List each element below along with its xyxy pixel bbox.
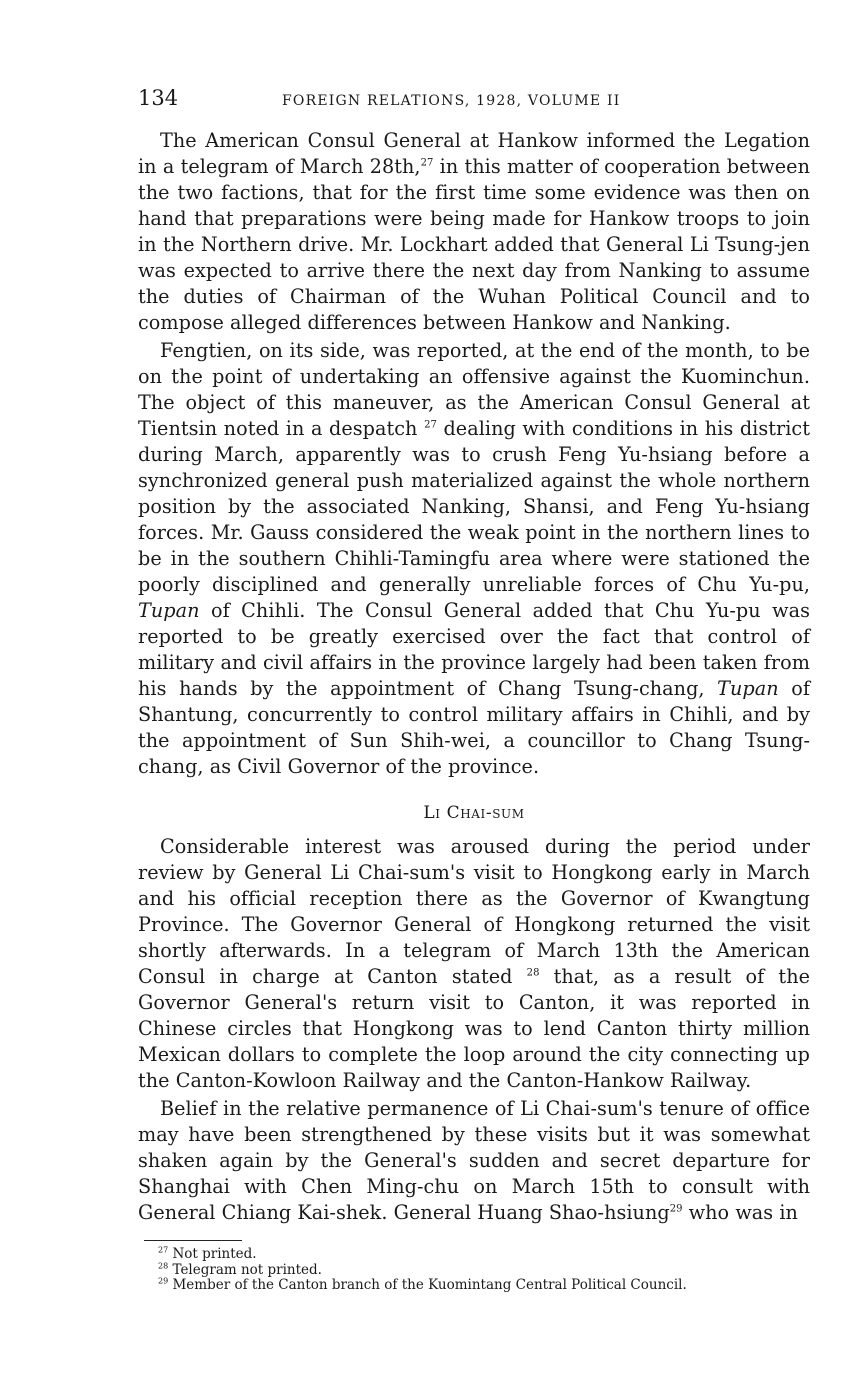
footnote-mark: 29 (158, 1276, 169, 1286)
text-segment: Considerable interest was aroused during the period under review by General Li Chai-sum's visit to Hongkong early in March and his official reception there as the Governor of Kwangtung Province. The Governor General of Hongkong returned the visit shortly afterwards. In a telegram of March 13th the American Consul in charge at Canton stated (138, 835, 810, 988)
footnote (158, 1247, 810, 1263)
footnotes (158, 1247, 810, 1294)
footnote (158, 1263, 810, 1279)
footnote-ref: 29 (669, 1203, 683, 1215)
page-number: 134 (138, 86, 179, 110)
text-segment: Belief in the relative permanence of Li Chai-sum's tenure of office may have been strengthened by these visits but it was somewhat shaken again by the General's sudden and secret departure for Shanghai with Chen Ming-chu on March 15th to consult with General Chiang Kai-shek. General Huang Shao-hsiung (138, 1097, 810, 1224)
footnote-text: Member of the Canton branch of the Kuomintang Central Political Council. (172, 1277, 687, 1293)
text-segment: that, as a result of the Governor General's return visit to Canton, it was reported in Chinese circles that Hongkong was to lend Canton thirty million Mexican dollars to complete the loop around the city connecting up the Canton-Kowloon Railway and the Canton-Hankow Railway. (138, 965, 811, 1092)
running-title: FOREIGN RELATIONS, 1928, VOLUME II (282, 93, 621, 109)
text-segment: who was in (682, 1201, 798, 1224)
footnote (158, 1278, 810, 1294)
footnote-ref: 28 (526, 967, 540, 979)
footnote-text: Not printed. (172, 1246, 257, 1262)
paragraph-hankow (138, 128, 810, 336)
book-page (138, 86, 810, 1294)
paragraph-fengtien (138, 338, 810, 780)
footnote-text: Telegram not printed. (172, 1261, 322, 1278)
footnote-divider (144, 1240, 242, 1241)
text-segment: dealing with conditions in his district during March, apparently was to crush Feng Yu-hsiang before a synchronized general push materialized against the whole northern position by the associated Nanking, Shansi, and Feng Yu-hsiang forces. Mr. Gauss considered the weak point in the northern lines to be in the southern Chihli-Tamingfu area where were stationed the poorly disciplined and generally unreliable forces of Chu Yu-pu, (138, 417, 810, 596)
footnote-mark: 27 (158, 1245, 169, 1255)
section-heading: Li Chai-sum (423, 803, 525, 823)
footnote-mark: 28 (158, 1261, 169, 1270)
footnote-ref: 27 (420, 157, 434, 169)
footnote-ref: 27 (424, 419, 437, 431)
text-segment: of Shantung, concurrently to control military affairs in Chihli, and by the appointment of Sun Shih-wei, a councillor to Chang Tsung-chang, as Civil Governor of the province. (138, 677, 810, 778)
italic-term: Tupan (717, 677, 779, 700)
text-segment: in this matter of cooperation between the two factions, that for the first time some evidence was then on hand that preparations were being made for Hankow troops to join in the Northern drive. Mr. Lockhart added that General Li Tsung-jen was expected to arrive there the next day from Nanking to assume the duties of Chairman of the Wuhan Political Council and to compose alleged differences between Hankow and Nanking. (138, 155, 810, 334)
running-head (138, 86, 810, 114)
text-segment: of Chihli. The Consul General added that Chu Yu-pu was reported to be greatly exercised over the fact that control of military and civil affairs in the province largely had been taken from his hands by the appointment of Chang Tsung-chang, (138, 599, 810, 700)
text-segment: Fengtien, on its side, was reported, at the end of the month, to be on the point of undertaking an offensive against the Kuominchun. The object of this maneuver, as the American Consul General at Tientsin noted in a despatch (138, 339, 810, 440)
paragraph-li-chai-sum-visit (138, 834, 810, 1094)
italic-term: Tupan (138, 599, 200, 622)
paragraph-tenure (138, 1096, 810, 1226)
text-segment: The American Consul General at Hankow informed the Legation in a telegram of March 28th, (138, 129, 810, 178)
